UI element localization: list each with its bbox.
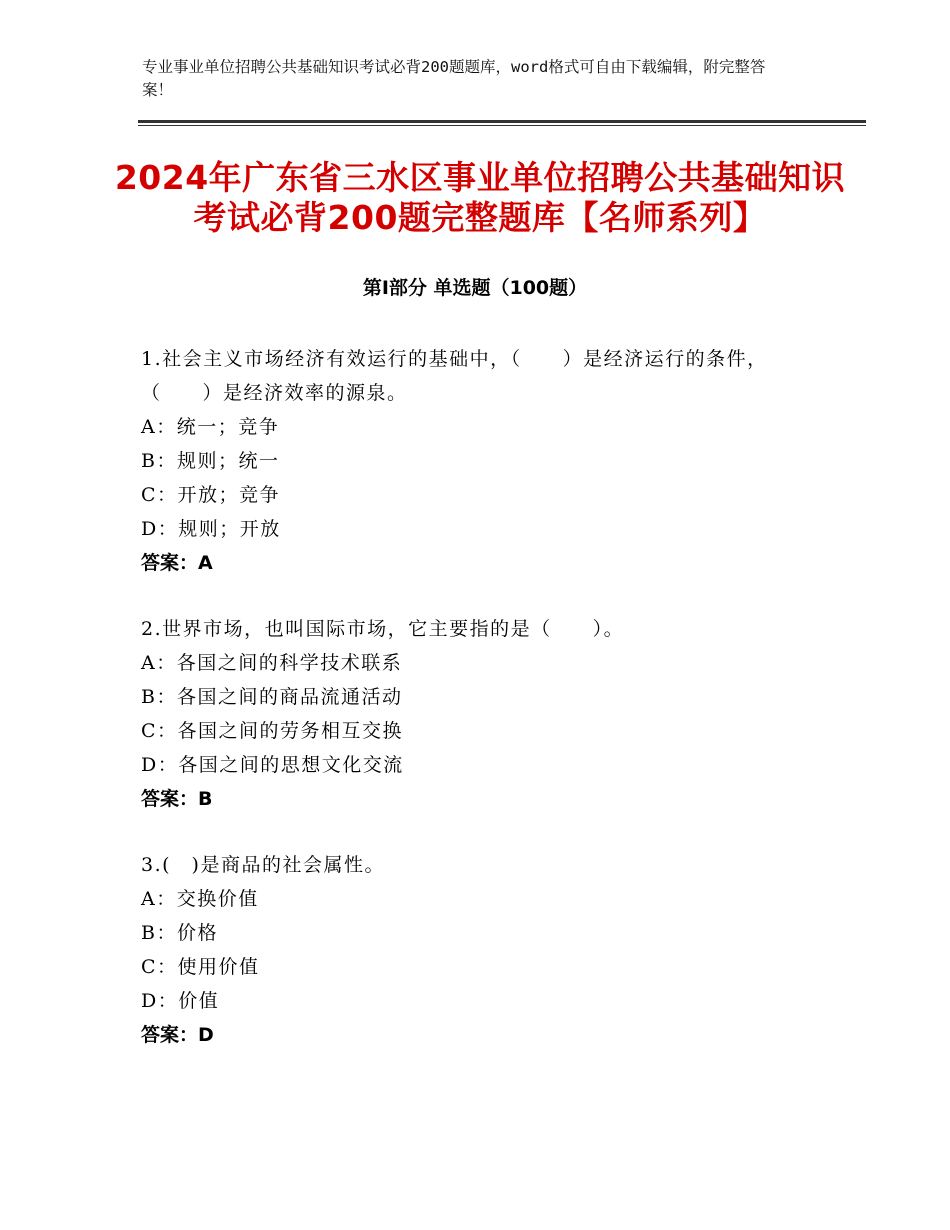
question-2 xyxy=(141,612,821,816)
question-text: 2.世界市场，也叫国际市场，它主要指的是（ ）。 xyxy=(141,618,625,640)
header-divider-thin xyxy=(138,125,866,126)
answer-line: 答案：A xyxy=(141,552,213,574)
question-text: 3.( )是商品的社会属性。 xyxy=(141,854,385,876)
option-d: D：各国之间的思想文化交流 xyxy=(141,754,404,776)
question-list xyxy=(141,342,821,1084)
question-3 xyxy=(141,848,821,1052)
option-b: B：各国之间的商品流通活动 xyxy=(141,686,403,708)
document-title: 2024年广东省三水区事业单位招聘公共基础知识考试必背200题完整题库【名师系列】 xyxy=(114,158,846,237)
question-text: 1.社会主义市场经济有效运行的基础中，（ ）是经济运行的条件，（ ）是经济效率的源泉。 xyxy=(141,348,768,404)
option-c: C：各国之间的劳务相互交换 xyxy=(141,720,404,742)
answer-line: 答案：B xyxy=(141,788,213,810)
header-note: 专业事业单位招聘公共基础知识考试必背200题题库，word格式可自由下载编辑，附完整答案！ xyxy=(142,58,766,99)
option-a: A：各国之间的科学技术联系 xyxy=(141,652,403,674)
option-a: A：交换价值 xyxy=(141,888,259,910)
option-d: D：价值 xyxy=(141,990,220,1012)
option-b: B：价格 xyxy=(141,922,218,944)
option-b: B：规则；统一 xyxy=(141,450,280,472)
section-title: 第Ⅰ部分 单选题（100题） xyxy=(362,277,588,299)
option-c: C：开放；竞争 xyxy=(141,484,281,506)
option-d: D：规则；开放 xyxy=(141,518,281,540)
option-c: C：使用价值 xyxy=(141,956,260,978)
option-a: A：统一；竞争 xyxy=(141,416,280,438)
question-1 xyxy=(141,342,821,580)
answer-line: 答案：D xyxy=(141,1024,214,1046)
header-divider-thick xyxy=(138,120,866,123)
